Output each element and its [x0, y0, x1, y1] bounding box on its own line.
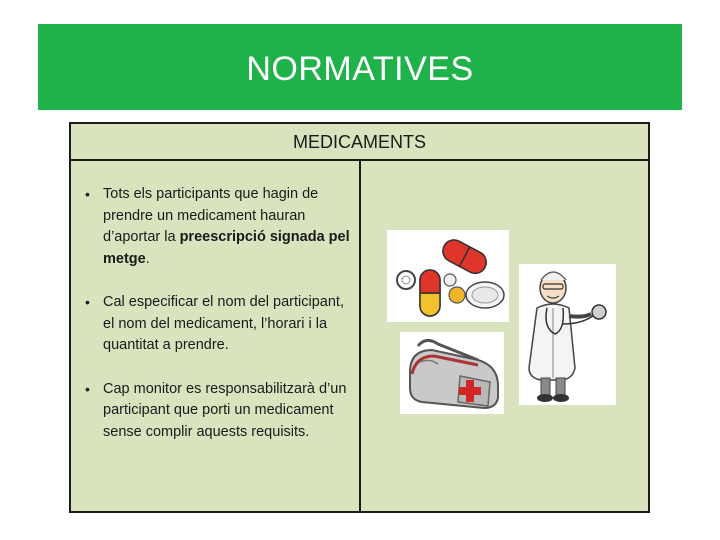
- rules-list: [79, 184, 351, 443]
- first-aid-kit-icon: [400, 332, 504, 414]
- list-item: [79, 184, 351, 270]
- pills-icon: [387, 230, 509, 322]
- list-item: [79, 379, 351, 444]
- rule-text: Cap monitor es responsabilitzarà d’un participant que porti un medicament sense complir aquests requisits.: [103, 380, 347, 440]
- rule-text: Cal especificar el nom del participant, el nom del medicament, l’horari i la quantitat a prendre.: [103, 294, 344, 353]
- rules-column: [71, 161, 361, 511]
- table-header: [71, 124, 648, 161]
- rule-text: Tots els participants que hagin de prendre un medicament hauran d’aportar la: [103, 186, 319, 245]
- rule-text-end: .: [145, 250, 150, 267]
- title-banner: [38, 24, 682, 110]
- bullet-icon: •: [85, 186, 90, 202]
- bullet-icon: •: [85, 380, 90, 397]
- table-header-label: MEDICAMENTS: [292, 132, 426, 152]
- slide-title: NORMATIVES: [246, 50, 474, 88]
- list-item: [79, 292, 351, 357]
- doctor-icon: [519, 264, 616, 405]
- bullet-icon: •: [85, 294, 90, 310]
- rule-text-bold: preescripció signada pel metge: [103, 229, 350, 267]
